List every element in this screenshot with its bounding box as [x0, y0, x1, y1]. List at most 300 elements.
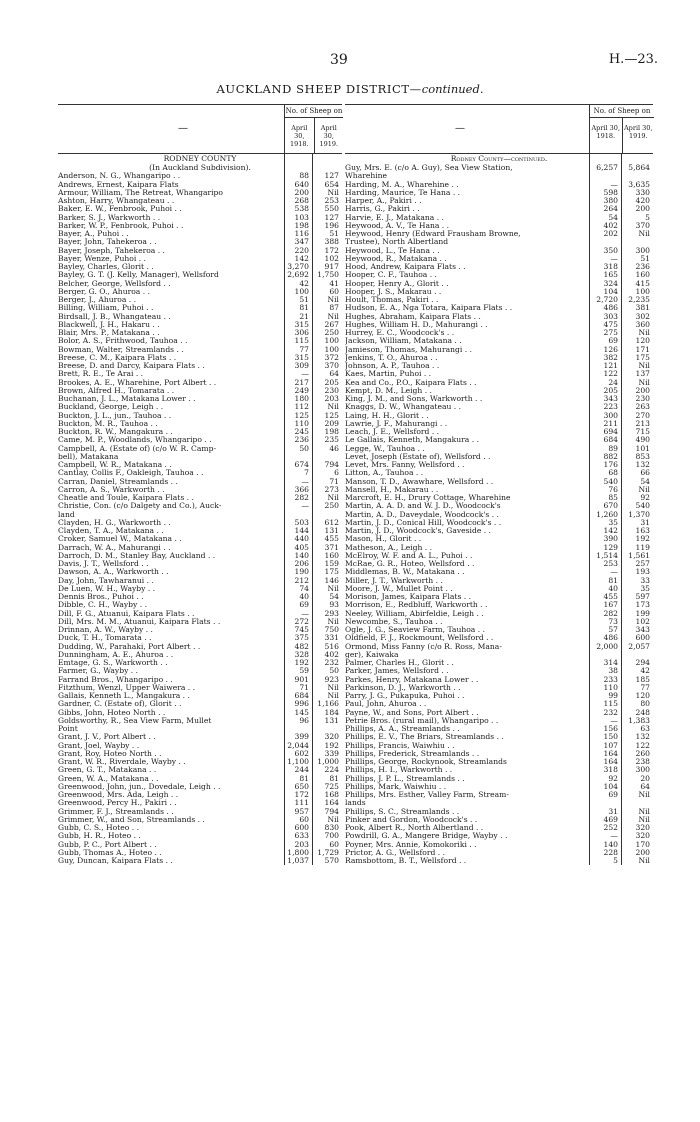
- sheep-1918: —: [301, 369, 309, 379]
- sheep-1918: 69: [608, 336, 618, 346]
- table-row: [345, 783, 653, 791]
- sheep-1918: 2,000: [596, 641, 618, 651]
- owner-name: Gubb, C. S., Hoteo . .: [58, 824, 140, 832]
- owner-name: King, J. M., and Sons, Warkworth . .: [345, 395, 483, 403]
- sheep-count-header: [589, 105, 654, 153]
- owner-name: Pook, Albert R., North Albertland . .: [345, 824, 484, 832]
- sheep-1918: 882: [603, 451, 618, 461]
- owner-name: Dill, Mrs. M. M., Atuanui, Kaipara Flats . .: [58, 617, 221, 626]
- owner-name: Levet, Joseph (Estate of), Wellsford . .: [345, 452, 491, 461]
- table-row: [58, 469, 342, 477]
- sheep-1918: 71: [299, 682, 309, 692]
- sheep-1918: 2,720: [596, 295, 618, 304]
- owner-name: Grant, Roy, Hoteo North . .: [58, 749, 162, 758]
- table-row: [345, 560, 653, 568]
- owner-name: Harding, M. A., Wharehine . .: [345, 180, 459, 189]
- sheep-1918: 116: [294, 229, 309, 238]
- owner-name: Mason, H., Glorit . .: [345, 535, 422, 544]
- sheep-1918: 1,037: [287, 856, 309, 865]
- sheep-1918: 192: [294, 658, 309, 667]
- sheep-1918: 996: [294, 699, 309, 709]
- sheep-1918: 223: [603, 402, 618, 412]
- sheep-1918: 275: [603, 328, 618, 337]
- sheep-1919: 1,383: [628, 715, 650, 725]
- sheep-1919: 175: [324, 567, 339, 577]
- sheep-1918: 503: [294, 517, 309, 527]
- owner-name: Clayden, H. G., Warkworth . .: [58, 518, 171, 527]
- sheep-1918: 957: [294, 806, 309, 816]
- owner-name: Green, G. T., Matakana . .: [58, 766, 157, 775]
- owner-name: Dudding, W., Parahaki, Port Albert . .: [58, 642, 201, 651]
- sheep-1918: 469: [603, 814, 618, 824]
- owner-name: Andrews, Ernest, Kaipara Flats: [58, 180, 179, 189]
- owner-name: Morrison, E., Redbluff, Warkworth . .: [345, 601, 488, 610]
- sheep-1919: 64: [640, 781, 650, 791]
- sheep-1919: 370: [324, 361, 339, 370]
- sheep-1919: 372: [324, 352, 339, 362]
- owner-name: Paul, John, Ahuroa . .: [345, 700, 427, 709]
- owner-name: Levet, Mrs. Fanny, Wellsford . .: [345, 461, 465, 469]
- sheep-1918: 69: [608, 790, 618, 799]
- sheep-1919: 550: [324, 204, 339, 214]
- sheep-1918: 328: [294, 649, 309, 659]
- sheep-1918: 85: [608, 493, 618, 502]
- owner-name: Hughes, Abraham, Kaipara Flats . .: [345, 312, 481, 321]
- sheep-1919: 170: [635, 839, 650, 849]
- sheep-1918: —: [610, 253, 618, 263]
- owner-name: bell), Matakana: [58, 452, 119, 461]
- sheep-1919: 160: [324, 550, 339, 560]
- owner-name: McElroy, W. F. and A. L., Puhoi . .: [345, 551, 473, 560]
- sheep-1918: 220: [294, 245, 309, 255]
- owner-name: McRae, G. R., Hoteo, Wellsford . .: [345, 560, 475, 568]
- sheep-1919: 540: [635, 501, 650, 511]
- sheep-1919: 402: [324, 649, 339, 659]
- sheep-1919: 172: [324, 245, 339, 255]
- sheep-1919: 77: [640, 682, 650, 692]
- owner-name: Miller, J. T., Warkworth . .: [345, 576, 443, 585]
- name-column-header: —: [455, 123, 465, 134]
- sheep-1918: 600: [294, 823, 309, 832]
- owner-name: Lawrie, J. F., Mahurangi . .: [345, 419, 448, 428]
- sheep-1919: 184: [324, 707, 339, 717]
- sheep-1919: 388: [324, 237, 339, 247]
- owner-name: Ogle, J. G., Seaview Farm, Tauhoa . .: [345, 626, 485, 634]
- owner-name: Armour, William, The Retreat, Whangaripo: [58, 188, 223, 197]
- owner-name: Hooper, J. S., Makarau . .: [345, 287, 442, 296]
- sheep-1919: 370: [635, 220, 650, 230]
- owner-name: Greenwood, Mrs. Ada, Leigh . .: [58, 791, 179, 799]
- sheep-1919: 420: [635, 196, 650, 205]
- owner-name: Guy, Mrs. E. (c/o A. Guy), Sea View Station,: [345, 164, 513, 172]
- sheep-1918: 282: [294, 493, 309, 502]
- sheep-1919: 320: [324, 732, 339, 742]
- sheep-1919: 236: [635, 262, 650, 271]
- sheep-1918: 347: [294, 237, 309, 247]
- owner-name: Dill, F. G., Atuanui, Kaipara Flats . .: [58, 609, 195, 618]
- sheep-1919: 923: [324, 674, 339, 684]
- sheep-1918: 314: [603, 658, 618, 667]
- sheep-1919: 3,635: [628, 179, 650, 189]
- owner-name: Heywood, R., Matakana . .: [345, 254, 447, 263]
- owner-name: Phillips, A. A., Streamlands . .: [345, 725, 460, 733]
- owner-name: Darrach, W. A., Mahurangi . .: [58, 543, 171, 552]
- title-main: AUCKLAND SHEEP DISTRICT—: [216, 82, 422, 96]
- table-row: [345, 172, 653, 180]
- sheep-1919: 60: [329, 839, 339, 849]
- sheep-1919: Nil: [638, 377, 650, 387]
- owner-name: Croker, Samuel W., Matakana . .: [58, 535, 182, 544]
- sheep-1919: 33: [640, 575, 650, 585]
- sheep-1919: 185: [635, 674, 650, 684]
- owner-name: Kaes, Martin, Puhoi . .: [345, 370, 432, 379]
- sheep-1918: 144: [294, 526, 309, 535]
- owner-name: Wharehine: [345, 172, 388, 181]
- col-1918-header: April 30, 1918.: [591, 124, 621, 140]
- owner-name: land: [58, 510, 75, 519]
- owner-name: Buckton, R. W., Mangakura . .: [58, 428, 173, 436]
- owner-name: Gardner, C. (Estate of), Glorit . .: [58, 700, 182, 709]
- sheep-1919: 120: [635, 336, 650, 346]
- sheep-1919: 302: [635, 311, 650, 321]
- sheep-1919: 46: [329, 443, 339, 453]
- owner-name: Baker, E. W., Fenbrook, Puhoi . .: [58, 205, 182, 214]
- owner-name: Farmer, G., Wayby . .: [58, 667, 139, 676]
- table-row: [345, 709, 653, 717]
- sheep-1918: 249: [294, 385, 309, 395]
- owner-name: Birdsall, J. B., Whangateau . .: [58, 312, 171, 321]
- sheep-1918: 126: [603, 344, 618, 354]
- sheep-1918: 318: [603, 262, 618, 271]
- owner-name: Ramsbottom, B. T., Wellsford . .: [345, 857, 467, 865]
- owner-name: Martin, J. D., Conical Hill, Woodcock's . .: [345, 518, 502, 527]
- sheep-1919: 1,729: [317, 847, 339, 857]
- sheep-1918: 482: [294, 641, 309, 651]
- sheep-1919: 230: [635, 394, 650, 403]
- sheep-1919: 64: [329, 369, 339, 379]
- sheep-1919: 173: [635, 600, 650, 610]
- section-heading: RODNEY COUNTY: [163, 154, 237, 163]
- sheep-1919: 100: [324, 336, 339, 346]
- sheep-1919: 339: [324, 748, 339, 758]
- owner-name: Harding, Maurice, Te Hana . .: [345, 188, 461, 197]
- owner-name: Brown, Alfred H., Tomarata . .: [58, 386, 175, 395]
- sheep-1919: 250: [324, 501, 339, 511]
- sheep-1918: 115: [603, 699, 618, 709]
- sheep-1919: Nil: [327, 814, 339, 824]
- table-row: [345, 659, 653, 667]
- sheep-1918: 68: [608, 468, 618, 478]
- owner-name: Petrie Bros. (rural mail), Whangaripo . .: [345, 716, 499, 725]
- sheep-1918: 7: [304, 468, 309, 478]
- sheep-1919: Nil: [327, 311, 339, 321]
- table-row: [345, 618, 653, 626]
- owner-name: Jamieson, Thomas, Mahurangi . .: [345, 345, 472, 354]
- sheep-1919: 343: [635, 625, 650, 634]
- owner-name: Palmer, Charles H., Glorit . .: [345, 659, 454, 667]
- sheep-1919: 1,166: [317, 699, 339, 709]
- sheep-1918: 244: [294, 765, 309, 775]
- sheep-1918: 38: [608, 666, 618, 676]
- owner-name: Drinnan, A. W., Wayby . .: [58, 626, 153, 634]
- sheep-1919: 87: [329, 303, 339, 313]
- left-table-header: [58, 104, 342, 154]
- table-row: [58, 717, 342, 725]
- sheep-1918: 264: [603, 204, 618, 214]
- sheep-1919: 51: [640, 253, 650, 263]
- sheep-1919: 300: [635, 245, 650, 255]
- owner-name: Heywood, A. V., Te Hana . .: [345, 221, 450, 230]
- owner-name: Bayer, John, Tahekeroa . .: [58, 238, 157, 247]
- sheep-1919: 248: [635, 707, 650, 717]
- owner-name: Greenwood, John, jun., Dovedale, Leigh . .: [58, 782, 221, 791]
- owner-name: Hudson, E. A., Nga Totara, Kaipara Flats . .: [345, 304, 513, 313]
- table-row: [345, 436, 653, 444]
- owner-name: Pinker and Gordon, Woodcock's . .: [345, 815, 478, 824]
- sheep-1919: 371: [324, 542, 339, 552]
- owner-name: Campbell, W. R., Matakana . .: [58, 461, 172, 469]
- sheep-1918: 81: [299, 303, 309, 313]
- owner-name: Guy, Duncan, Kaipara Flats . .: [58, 857, 173, 865]
- sheep-1918: 81: [608, 575, 618, 585]
- right-column: [345, 104, 653, 865]
- owner-name: Cantlay, Collis F., Oakleigh, Tauhoa . .: [58, 469, 204, 478]
- owner-name: Martin, A. D., Daveydale, Woodcock's . .: [345, 510, 499, 519]
- sheep-1919: 597: [635, 592, 650, 601]
- owner-name: Legge, W., Tauhoa . .: [345, 444, 425, 453]
- sheep-1919: 260: [635, 748, 650, 758]
- sheep-1918: 129: [603, 542, 618, 552]
- owner-name: Came, M. P., Woodlands, Whangaripo . .: [58, 436, 212, 445]
- sheep-1919: Nil: [327, 583, 339, 593]
- sheep-1919: Nil: [327, 187, 339, 197]
- owner-name: Moore, J. W., Mullet Point . .: [345, 584, 453, 593]
- owner-name: Powdrill, G. A., Mangere Bridge, Wayby . .: [345, 832, 508, 841]
- owner-name: Oldfield, F. J., Rockmount, Wellsford . .: [345, 634, 494, 643]
- sheep-1919: Nil: [327, 691, 339, 700]
- sheep-1918: 50: [299, 443, 309, 453]
- sheep-1919: 205: [324, 377, 339, 387]
- owner-name: Farrand Bros., Whangaripo . .: [58, 675, 173, 684]
- sheep-count-header: [284, 105, 343, 153]
- sheep-1918: 51: [299, 295, 309, 304]
- sheep-1918: 366: [294, 484, 309, 494]
- owner-name: Litton, A., Tauhoa . .: [345, 469, 424, 478]
- sheep-1919: 131: [324, 526, 339, 535]
- owner-name: Fitzthum, Wenzl, Upper Waiwera . .: [58, 683, 196, 692]
- sheep-1918: 110: [294, 418, 309, 428]
- owner-name: Carron, A. S., Warkworth . .: [58, 485, 165, 494]
- owner-name: Middlemas, B. W., Matakana . .: [345, 568, 465, 577]
- sheep-1918: 300: [603, 410, 618, 420]
- sheep-1919: 415: [635, 278, 650, 288]
- sheep-1919: 320: [635, 831, 650, 841]
- sheep-1918: 2,044: [287, 740, 309, 750]
- table-row: [58, 461, 342, 469]
- sheep-1918: 268: [294, 196, 309, 205]
- left-column: [58, 104, 342, 865]
- owner-name: Buckton, M. R., Tauhoa . .: [58, 419, 158, 428]
- owner-name: Belcher, George, Wellsford . .: [58, 279, 171, 288]
- sheep-1918: 1,514: [596, 550, 618, 560]
- sheep-1918: 272: [294, 616, 309, 626]
- owner-name: Blackwell, J. H., Hakaru . .: [58, 320, 160, 329]
- section-heading: Rodney County—continued.: [450, 154, 548, 163]
- sheep-1918: —: [610, 831, 618, 841]
- sheep-1919: 100: [324, 344, 339, 354]
- sheep-1919: 253: [324, 196, 339, 205]
- sheep-1918: 375: [294, 633, 309, 643]
- sheep-1918: 455: [603, 592, 618, 601]
- owner-name: De Luen, W. H., Wayby . .: [58, 584, 156, 593]
- owner-name: Martin, J. D., Woodcock's, Gaveside . .: [345, 527, 491, 535]
- table-row: [345, 849, 653, 857]
- sheep-1918: 111: [294, 798, 309, 808]
- owner-name: Davis, J. T., Wellsford . .: [58, 560, 149, 568]
- sheep-1918: 2,692: [287, 270, 309, 280]
- sheep-1919: 101: [635, 443, 650, 453]
- sheep-1919: 516: [324, 641, 339, 651]
- sheep-1919: 63: [640, 724, 650, 733]
- sheep-1918: 81: [299, 773, 309, 783]
- table-row: [58, 362, 342, 370]
- owner-name: Parkinson, D. J., Warkworth . .: [345, 683, 461, 692]
- sheep-1918: 232: [603, 707, 618, 717]
- sheep-1919: 119: [635, 542, 650, 552]
- sheep-1919: 122: [635, 740, 650, 750]
- sheep-1919: 60: [329, 286, 339, 296]
- owner-name: Darroch, D. M., Stanley Bay, Auckland . .: [58, 551, 216, 560]
- sheep-1919: 199: [635, 608, 650, 618]
- owner-name: Green, W. A., Matakana . .: [58, 774, 159, 783]
- sheep-1918: 156: [603, 724, 618, 733]
- sheep-1919: Nil: [638, 328, 650, 337]
- sheep-1919: 209: [324, 418, 339, 428]
- sheep-1918: 236: [294, 435, 309, 445]
- owner-name: Blair, Mrs. P., Matakana . .: [58, 329, 160, 337]
- owner-name: Barker, W. P., Fenbrook, Puhoi . .: [58, 221, 184, 230]
- table-row: [345, 247, 653, 255]
- sheep-1919: 131: [324, 715, 339, 725]
- owner-name: Brett, R. E., Te Arai . .: [58, 370, 144, 379]
- sheep-1919: 5,864: [628, 163, 650, 172]
- table-row: [345, 164, 653, 172]
- sheep-1919: 200: [635, 847, 650, 857]
- sheep-1919: 360: [635, 319, 650, 329]
- sheep-1919: 794: [324, 806, 339, 816]
- table-row: [345, 486, 653, 494]
- owner-name: Billing, William, Puhoi . .: [58, 304, 154, 313]
- sheep-1919: 490: [635, 435, 650, 445]
- table-row: [345, 511, 653, 519]
- title-continued: continued.: [421, 82, 484, 96]
- owner-name: Prictor, A. G., Wellsford . .: [345, 848, 445, 857]
- sheep-1918: 602: [294, 748, 309, 758]
- owner-name: Hooper, Henry A., Glorit . .: [345, 279, 449, 288]
- col-1918-header: April 30, 1918.: [289, 124, 309, 148]
- sheep-1919: 203: [324, 394, 339, 403]
- owner-name: Buckton, J. L., jun., Tauhoa . .: [58, 411, 172, 420]
- sheep-1919: 455: [324, 534, 339, 544]
- sheep-1919: 2,057: [628, 641, 650, 651]
- owner-name: Mansell, H., Makarau . .: [345, 485, 439, 494]
- sheep-1918: 40: [299, 592, 309, 601]
- sheep-1919: 41: [329, 278, 339, 288]
- table-row: [345, 577, 653, 585]
- sheep-1918: 172: [294, 790, 309, 799]
- owner-name: Anderson, N. G., Whangaripo . .: [58, 172, 181, 181]
- table-row: [345, 791, 653, 799]
- sheep-1918: 100: [294, 286, 309, 296]
- sheep-1919: 750: [324, 625, 339, 634]
- sheep-1918: 245: [294, 427, 309, 436]
- sheep-1918: 745: [294, 625, 309, 634]
- sheep-1919: 600: [635, 633, 650, 643]
- owner-name: Gibbs, John, Hoteo North . .: [58, 708, 166, 717]
- sheep-1918: 315: [294, 319, 309, 329]
- sheep-1918: 382: [603, 352, 618, 362]
- sheep-1918: 350: [603, 245, 618, 255]
- sheep-1919: 171: [635, 344, 650, 354]
- owner-name: Breese, D. and Darcy, Kaipara Flats . .: [58, 362, 205, 370]
- owner-name: Grant, W. R., Riverdale, Wayby . .: [58, 758, 186, 766]
- table-row: [345, 684, 653, 692]
- owner-name: Phillips, H. I., Warkworth . .: [345, 766, 453, 775]
- sheep-1918: 1,800: [287, 847, 309, 857]
- sheep-1919: 213: [635, 418, 650, 428]
- sheep-1919: 160: [635, 270, 650, 280]
- sheep-1919: 1,000: [317, 757, 339, 766]
- sheep-1918: 190: [294, 567, 309, 577]
- sheep-1919: 164: [324, 798, 339, 808]
- sheep-1918: 104: [603, 781, 618, 791]
- owner-name: Breese, C. M., Kaipara Flats . .: [58, 353, 177, 362]
- sheep-1918: 6,257: [596, 163, 618, 172]
- sheep-1919: 102: [324, 253, 339, 263]
- table-row: [345, 230, 653, 238]
- sheep-1918: —: [610, 715, 618, 725]
- sheep-1918: 60: [299, 814, 309, 824]
- sheep-1919: 66: [640, 468, 650, 478]
- sheep-1919: 31: [640, 517, 650, 527]
- sheep-1919: 192: [324, 740, 339, 750]
- sheep-1918: 343: [603, 394, 618, 403]
- owner-name: Phillips, Mark, Waiwhiu . .: [345, 782, 447, 791]
- sheep-1919: 1,750: [317, 270, 339, 280]
- name-column-header: —: [178, 123, 188, 134]
- sheep-1918: 282: [603, 608, 618, 618]
- sheep-1919: 250: [324, 328, 339, 337]
- sheep-1918: 1,260: [596, 509, 618, 519]
- sheep-1918: 540: [603, 476, 618, 486]
- sheep-1919: 300: [635, 765, 650, 775]
- sheep-1919: 102: [635, 616, 650, 626]
- sheep-1918: 69: [299, 600, 309, 610]
- sheep-1918: 88: [299, 171, 309, 181]
- sheep-1918: 475: [603, 319, 618, 329]
- owner-name: Ashton, Harry, Whangateau . .: [58, 197, 175, 205]
- sheep-1919: Nil: [638, 229, 650, 238]
- owner-name: Parker, James, Wellsford . .: [345, 667, 449, 676]
- owner-name: Newcombe, S., Tauhoa . .: [345, 617, 443, 626]
- owner-name: Hooper, C. F., Tauhoa . .: [345, 271, 437, 280]
- owner-name: Buchanan, J. L., Matakana Lower . .: [58, 395, 196, 403]
- owner-name: Bayer, A., Puhoi . .: [58, 230, 129, 238]
- sheep-1919: 193: [635, 567, 650, 577]
- sheep-1919: 235: [324, 435, 339, 445]
- sheep-1919: 54: [640, 476, 650, 486]
- table-row: [345, 824, 653, 832]
